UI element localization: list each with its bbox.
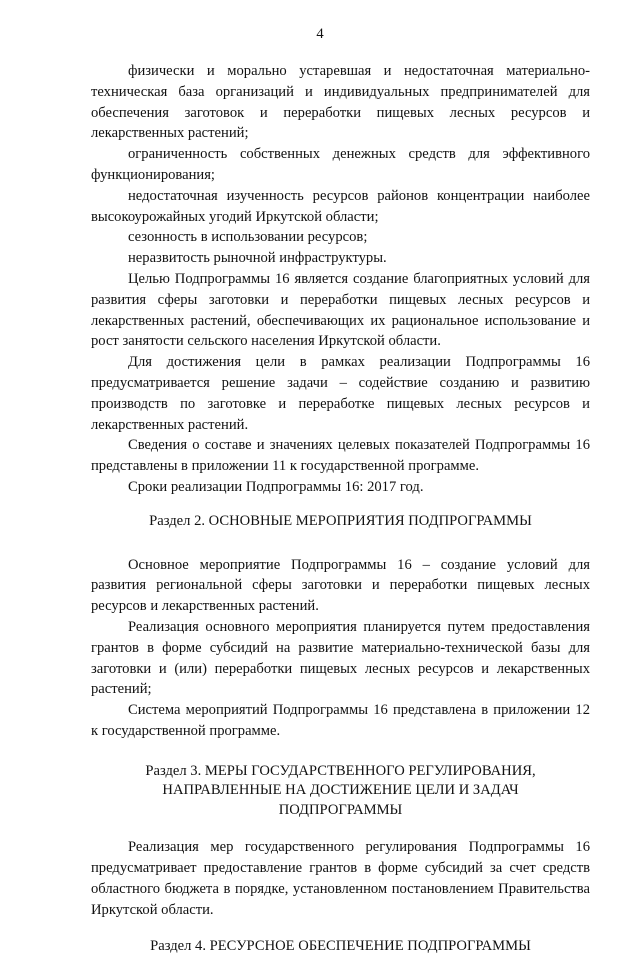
paragraph: Сроки реализации Подпрограммы 16: 2017 год.: [128, 478, 424, 495]
page-content: [91, 61, 590, 957]
paragraph: Сведения о составе и значениях целевых показателей Подпрограммы 16 представлены в приложении 11 к государственной программе.: [91, 437, 590, 475]
paragraph: Система мероприятий Подпрограммы 16 представлена в приложении 12 к государственной программе.: [91, 702, 590, 739]
paragraph: Реализация мер государственного регулирования Подпрограммы 16 предусматривает предоставление грантов в форме субсидий за счет средств областного бюджета в порядке, установленном постановлением Правительства Иркутской области.: [91, 839, 590, 918]
paragraph: неразвитость рыночной инфраструктуры.: [128, 250, 387, 267]
section-heading-line: ПОДПРОГРАММЫ: [278, 801, 403, 818]
section-heading: Раздел 4. РЕСУРСНОЕ ОБЕСПЕЧЕНИЕ ПОДПРОГРАММЫ: [150, 938, 531, 955]
paragraph: Для достижения цели в рамках реализации Подпрограммы 16 предусматривается решение задачи – содействие созданию и развитию производств по заготовке и переработке пищевых лесных ресурсов и лекарственных растений.: [91, 354, 590, 433]
paragraph: сезонность в использовании ресурсов;: [128, 229, 368, 246]
paragraph: ограниченность собственных денежных средств для эффективного функционирования;: [91, 146, 590, 183]
section-heading-line: НАПРАВЛЕННЫЕ НА ДОСТИЖЕНИЕ ЦЕЛИ И ЗАДАЧ: [162, 782, 519, 799]
paragraph: недостаточная изученность ресурсов районов концентрации наиболее высокоурожайных угодий Иркутской области;: [91, 187, 590, 225]
paragraph: Основное мероприятие Подпрограммы 16 – создание условий для развития региональной сферы заготовки и переработки пищевых лесных ресурсов и лекарственных растений.: [91, 556, 590, 615]
section-heading: [91, 762, 590, 821]
paragraph: Целью Подпрограммы 16 является создание благоприятных условий для развития сферы заготовки и переработки пищевых лесных ресурсов и лекарственных растений, обеспечивающих их рациональное использование и рост занятости сельского населения Иркутской области.: [91, 270, 590, 350]
section-heading-line: Раздел 3. МЕРЫ ГОСУДАРСТВЕННОГО РЕГУЛИРОВАНИЯ,: [145, 762, 536, 779]
section-heading: Раздел 2. ОСНОВНЫЕ МЕРОПРИЯТИЯ ПОДПРОГРАММЫ: [149, 512, 532, 529]
page-number: 4: [316, 26, 324, 42]
paragraph: физически и морально устаревшая и недостаточная материально-техническая база организаций и индивидуальных предпринимателей для обеспечения заготовок и переработки пищевых лесных ресурсов и лекарственных растений;: [91, 63, 590, 142]
paragraph: Реализация основного мероприятия планируется путем предоставления грантов в форме субсидий на развитие материально-технической базы для заготовки и (или) переработки пищевых лесных ресурсов и лекарственных растений;: [91, 618, 590, 698]
